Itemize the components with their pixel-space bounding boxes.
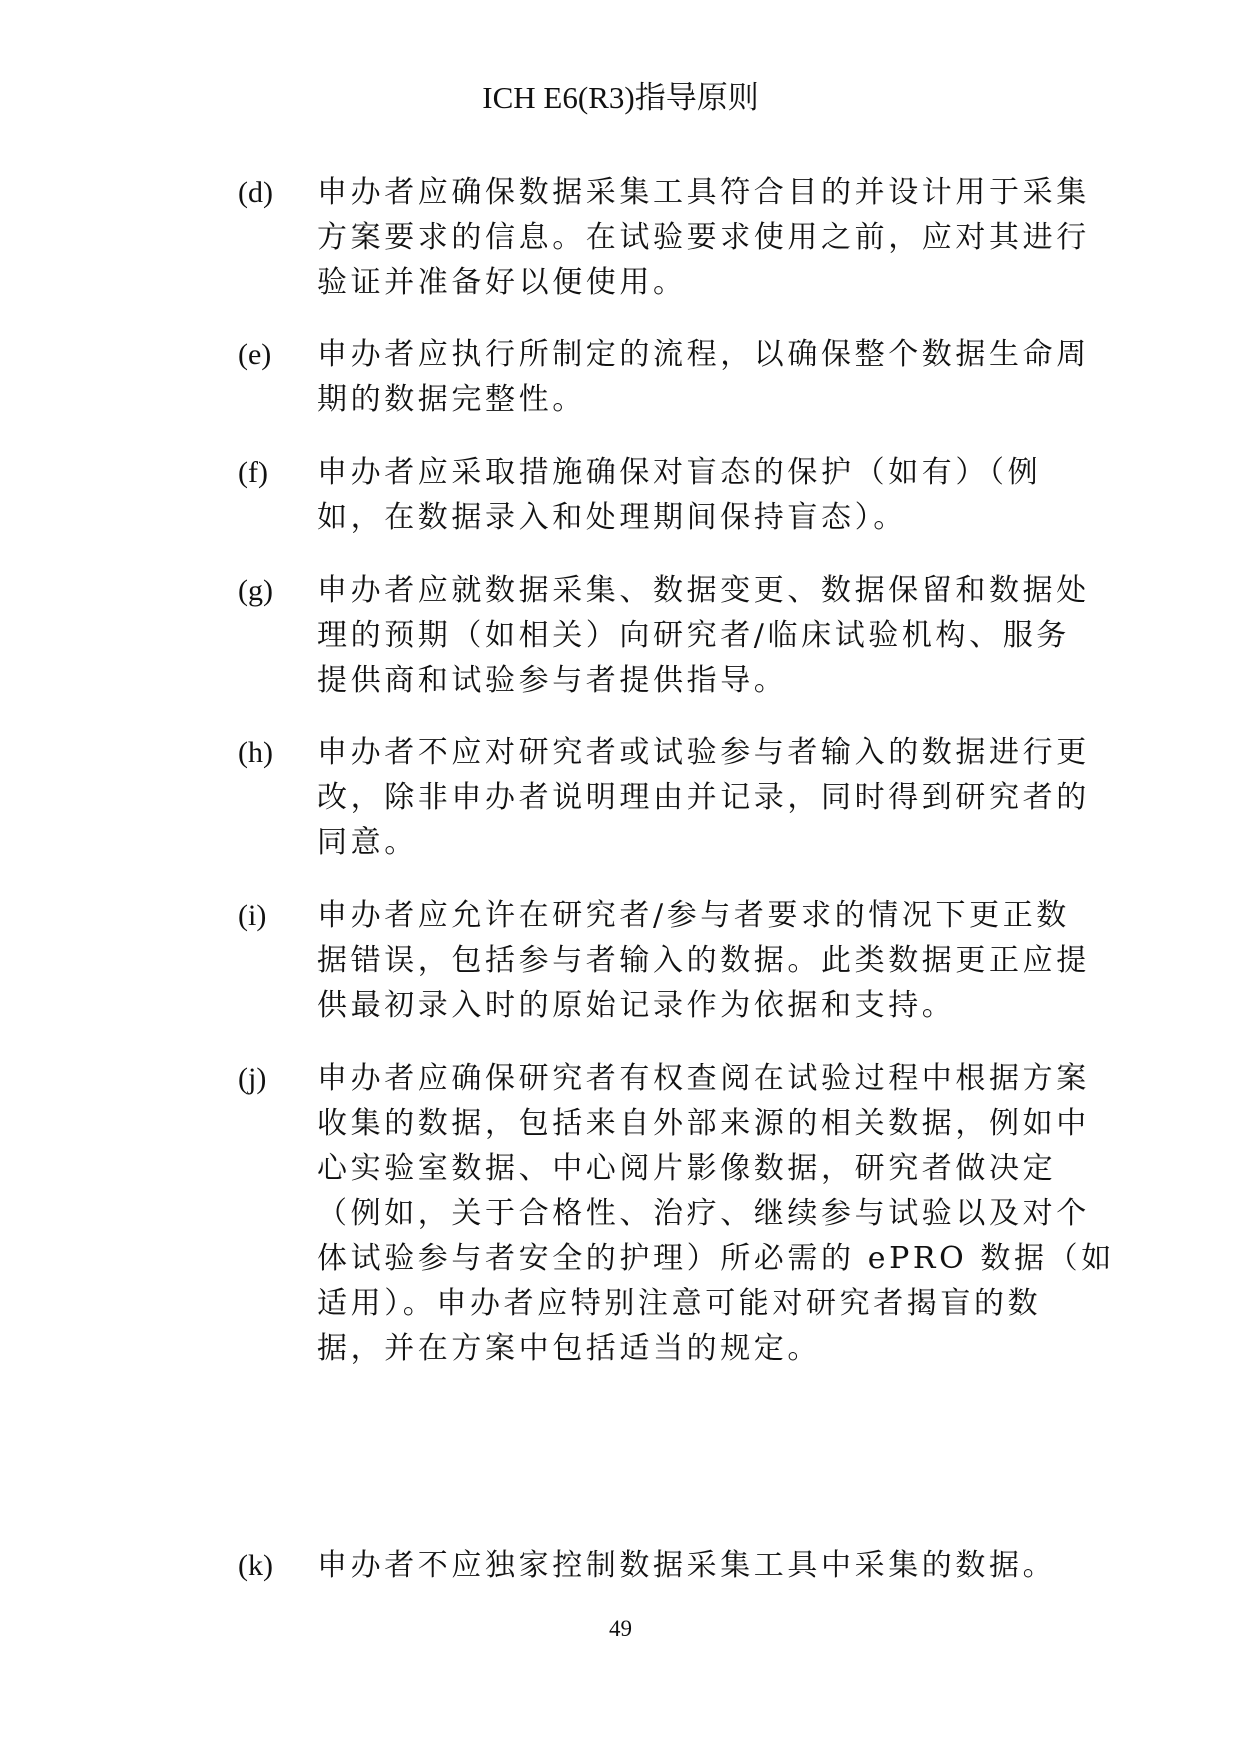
clause-line: 方案要求的信息。在试验要求使用之前，应对其进行 bbox=[317, 220, 1090, 255]
clause-label: (k) bbox=[238, 1549, 273, 1582]
running-header: ICH E6(R3)指导原则 bbox=[482, 80, 759, 115]
clause-line: 申办者应确保数据采集工具符合目的并设计用于采集 bbox=[317, 175, 1090, 210]
clause-line: 适用）。申办者应特别注意可能对研究者揭盲的数 bbox=[317, 1286, 1042, 1321]
clause-line: 改，除非申办者说明理由并记录，同时得到研究者的 bbox=[317, 780, 1090, 815]
clause-text bbox=[317, 730, 1088, 865]
clause-text bbox=[317, 1543, 1088, 1588]
clause-line: 申办者不应独家控制数据采集工具中采集的数据。 bbox=[317, 1548, 1057, 1583]
clause-label: (d) bbox=[238, 176, 273, 209]
clause-line: 供最初录入时的原始记录作为依据和支持。 bbox=[317, 988, 956, 1023]
clause-line: 理的预期（如相关）向研究者/临床试验机构、服务 bbox=[317, 618, 1070, 653]
clause-line: 据，并在方案中包括适当的规定。 bbox=[317, 1331, 821, 1366]
clause-line: 心实验室数据、中心阅片影像数据，研究者做决定 bbox=[317, 1151, 1057, 1186]
clause-line: 如，在数据录入和处理期间保持盲态）。 bbox=[317, 500, 907, 535]
clause-label: (i) bbox=[238, 899, 267, 932]
clause-line: 验证并准备好以便使用。 bbox=[317, 265, 687, 300]
clause-line: 体试验参与者安全的护理）所必需的 ePRO 数据（如 bbox=[317, 1241, 1115, 1276]
clause-line: 提供商和试验参与者提供指导。 bbox=[317, 663, 788, 698]
page-number: 49 bbox=[609, 1616, 632, 1641]
clause-text bbox=[317, 450, 1088, 540]
clause-line: 申办者应确保研究者有权查阅在试验过程中根据方案 bbox=[317, 1061, 1090, 1096]
clause-line: 申办者应就数据采集、数据变更、数据保留和数据处 bbox=[317, 573, 1090, 608]
clause-text bbox=[317, 1056, 1115, 1371]
clause-label: (e) bbox=[238, 338, 272, 371]
clause-line: 同意。 bbox=[317, 825, 418, 860]
clause-line: 收集的数据，包括来自外部来源的相关数据，例如中 bbox=[317, 1106, 1090, 1141]
clause-line: 申办者不应对研究者或试验参与者输入的数据进行更 bbox=[317, 735, 1090, 770]
clause-text bbox=[317, 568, 1088, 703]
clause-line: 申办者应采取措施确保对盲态的保护（如有）（例 bbox=[317, 455, 1042, 490]
clause-text bbox=[317, 893, 1088, 1028]
clause-label: (h) bbox=[238, 736, 273, 769]
clause-line: 申办者应执行所制定的流程，以确保整个数据生命周 bbox=[317, 337, 1090, 372]
clause-label: (f) bbox=[238, 456, 268, 489]
clause-label: (j) bbox=[238, 1062, 267, 1095]
clause-line: 据错误，包括参与者输入的数据。此类数据更正应提 bbox=[317, 943, 1090, 978]
clause-line: 期的数据完整性。 bbox=[317, 382, 586, 417]
clause-label: (g) bbox=[238, 574, 273, 607]
clause-text bbox=[317, 332, 1088, 422]
clause-line: （例如，关于合格性、治疗、继续参与试验以及对个 bbox=[317, 1196, 1090, 1231]
clause-text bbox=[317, 170, 1088, 305]
clause-line: 申办者应允许在研究者/参与者要求的情况下更正数 bbox=[317, 898, 1070, 933]
